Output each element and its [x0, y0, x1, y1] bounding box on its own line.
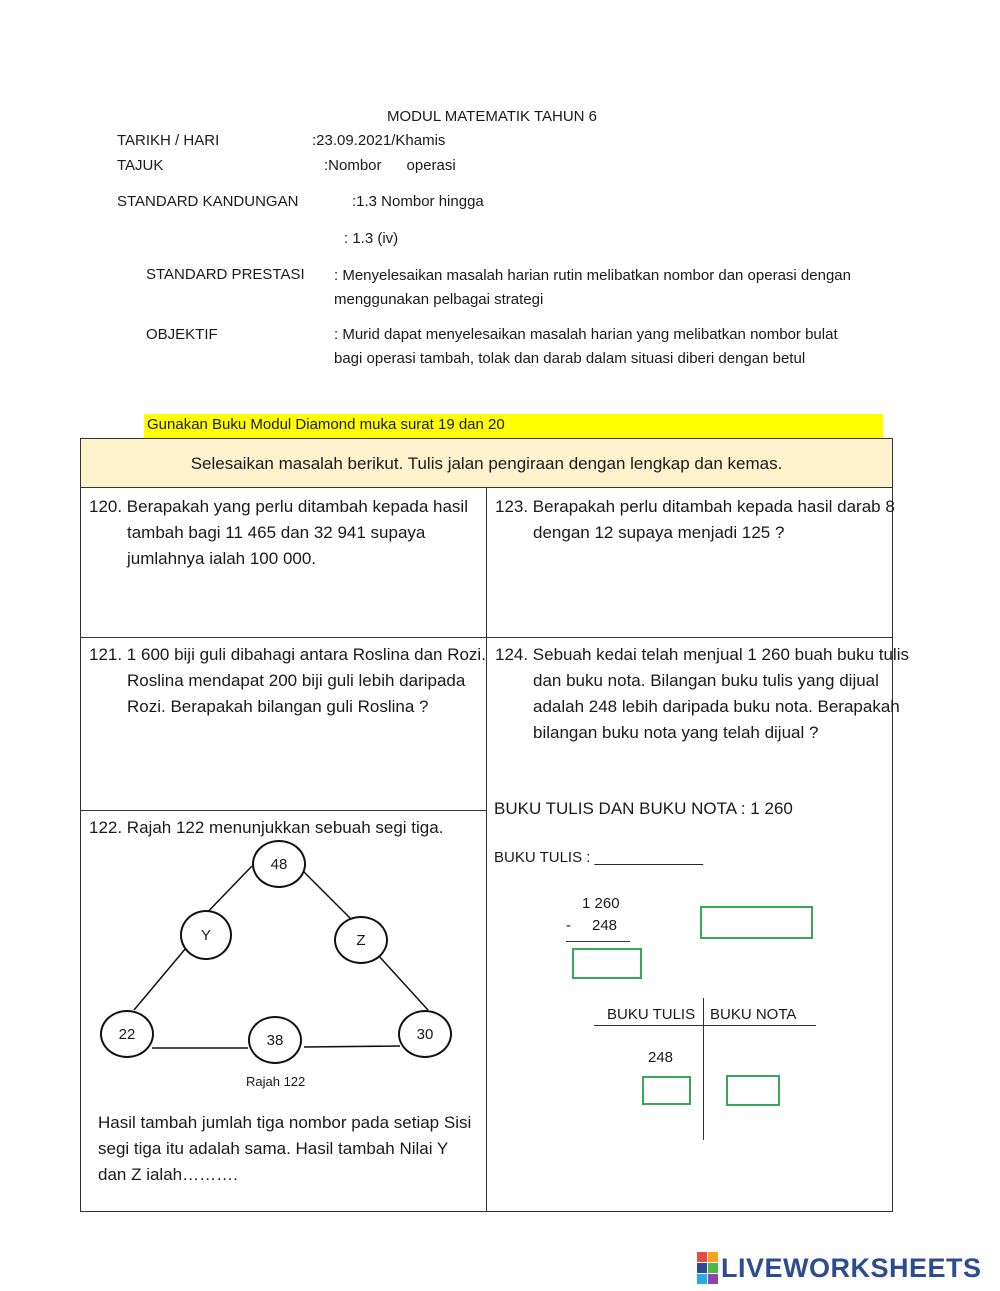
question-120: 120. Berapakah yang perlu ditambah kepada hasil tambah bagi 11 465 dan 32 941 supaya jumlahnya ialah 100 000.	[89, 497, 468, 568]
logo-block	[708, 1274, 718, 1284]
q124-total-line: BUKU TULIS DAN BUKU NOTA : 1 260	[494, 799, 793, 818]
answer-box-tulis[interactable]	[642, 1076, 691, 1105]
question-121: 121. 1 600 biji guli dibahagi antara Roslina dan Rozi. Roslina mendapat 200 biji guli lebih daripada Rozi. Berapakah bilangan guli Roslina ?	[89, 645, 486, 716]
sp-value: : Menyelesaikan masalah harian rutin melibatkan nombor dan operasi dengan menggunakan pelbagai strategi	[334, 267, 851, 308]
edge-left-lower	[134, 948, 186, 1010]
highlight-note-text: Gunakan Buku Modul Diamond muka surat 19 dan 20	[147, 416, 505, 433]
sp-label: STANDARD PRESTASI	[146, 266, 305, 283]
sub-line	[566, 941, 630, 942]
val-248: 248	[648, 1049, 674, 1066]
highlight-note	[144, 414, 883, 438]
answer-box-2[interactable]	[572, 948, 642, 979]
answer-box-1[interactable]	[700, 906, 813, 939]
sub-bottom: 248	[592, 917, 618, 934]
answer-box-nota[interactable]	[726, 1075, 780, 1106]
node-z: Z	[334, 916, 388, 964]
question-123: 123. Berapakah perlu ditambah kepada hasil darab 8 dengan 12 supaya menjadi 125 ?	[495, 497, 895, 542]
sk-value: :1.3 Nombor hingga	[352, 193, 484, 210]
tarikh-value: :23.09.2021/Khamis	[312, 132, 446, 149]
col-buku-tulis: BUKU TULIS	[607, 1006, 696, 1023]
liveworksheets-logo	[697, 1252, 982, 1284]
table-hline	[594, 1025, 816, 1026]
question-122-text: Hasil tambah jumlah tiga nombor pada setiap Sisi segi tiga itu adalah sama. Hasil tambah Nilai Y dan Z ialah……….	[98, 1113, 472, 1184]
logo-text: LIVEWORKSHEETS	[721, 1252, 982, 1283]
instruction-banner: Selesaikan masalah berikut. Tulis jalan pengiraan dengan lengkap dan kemas.	[80, 438, 893, 488]
logo-block	[708, 1263, 718, 1273]
diagram-caption: Rajah 122	[246, 1074, 306, 1089]
node-top: 48	[252, 840, 306, 888]
sk-label: STANDARD KANDUNGAN	[117, 193, 299, 210]
logo-block	[708, 1252, 718, 1262]
sub-minus: -	[566, 917, 571, 934]
col-buku-nota: BUKU NOTA	[710, 1006, 797, 1023]
edge-bottom-right	[304, 1046, 400, 1047]
logo-blocks-icon	[697, 1252, 718, 1284]
sub-top: 1 260	[582, 895, 620, 912]
sk-value-2: : 1.3 (iv)	[344, 230, 399, 247]
tajuk-label: TAJUK	[117, 157, 164, 174]
obj-value: : Murid dapat menyelesaikan masalah harian yang melibatkan nombor bulat bagi operasi tambah, tolak dan darab dalam situasi diberi dengan betul	[334, 326, 838, 367]
tarikh-label: TARIKH / HARI	[117, 132, 220, 149]
q124-buku-tulis-line: BUKU TULIS : _____________	[494, 849, 704, 866]
node-y: Y	[180, 910, 232, 960]
question-122: 122. Rajah 122 menunjukkan sebuah segi tiga.	[89, 818, 444, 837]
node-bottom-right: 30	[398, 1010, 452, 1058]
module-title: MODUL MATEMATIK TAHUN 6	[387, 108, 598, 125]
node-bottom-left: 22	[100, 1010, 154, 1058]
edge-top-right-upper	[304, 872, 352, 920]
table-vline	[703, 998, 704, 1140]
tajuk-value: :Nombor operasi	[324, 157, 456, 174]
node-bottom-mid: 38	[248, 1016, 302, 1064]
obj-label: OBJEKTIF	[146, 326, 218, 343]
logo-block	[697, 1252, 707, 1262]
edge-right-lower	[377, 954, 428, 1010]
logo-block	[697, 1263, 707, 1273]
question-124: 124. Sebuah kedai telah menjual 1 260 buah buku tulis dan buku nota. Bilangan buku tulis yang dijual adalah 248 lebih daripada buku nota. Berapakah bilangan buku nota yang telah dijual ?	[495, 645, 909, 742]
logo-block	[697, 1274, 707, 1284]
